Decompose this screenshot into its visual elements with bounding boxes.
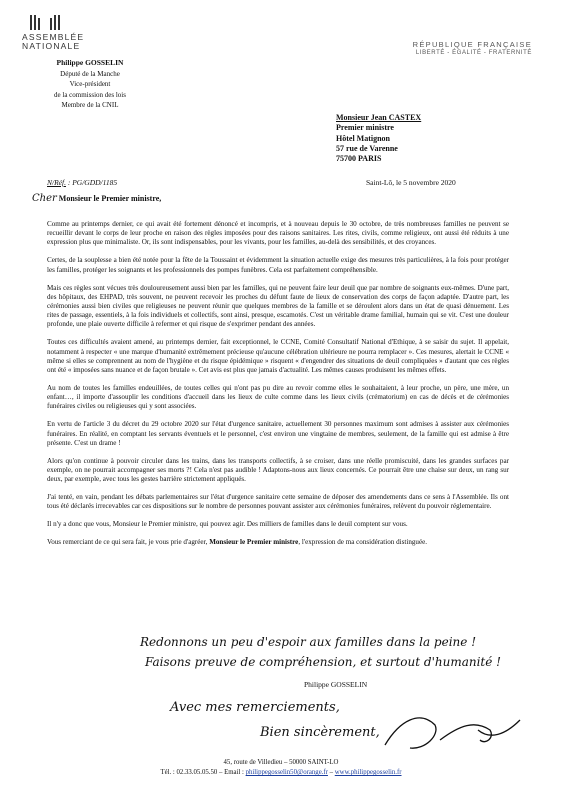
body-paragraph-4: Toutes ces difficultés avaient amené, au printemps dernier, fait exceptionnel, le CCNE, Comité Consultatif National d'Ethique, à se saisir du sujet. Il appelait, notamment à respecter « une marque d'humanité extrêmement précieuse qu'aucune célébration ultérieure ne pourra remplacer ». Ces mesures, alertait le CCNE « même si elles se comprennent au nom de l'hygiène et du risque épidémique » risquent « d'engendrer des situations de deuil compliquées » d'autant que ces règles ont été « imposées sans nuance et de façon brutale ». Cet avis est plus que jamais d'actualité. Les mêmes causes produisent les mêmes effets. [47, 338, 509, 375]
body-paragraph-5: Au nom de toutes les familles endeuillées, de toutes celles qui n'ont pas pu dire au revoir comme elles le souhaitaient, à leur proche, un père, une mère, un enfant…, il importe d'assouplir les conditions d'accueil dans les lieux de culte comme dans les lieux civils (crématorium) en cas de décès et de cérémonies funéraires civiles ou religieuses qui y sont associées. [47, 384, 509, 411]
body-paragraph-3: Mais ces règles sont vécues très douloureusement aussi bien par les familles, qui ne peuvent faire leur deuil que par nombre de soignants eux-mêmes. D'une part, des hôpitaux, des EHPAD, très souvent, ne peuvent recevoir les proches du défunt faute de lieux de conservation des corps de façon adaptée. D'autre part, les cérémonies aussi bien civiles que religieuses ne peuvent réunir que quelques membres de la famille et se déroulent alors dans un état de quasi dénuement. Les rites de passage, essentiels, à la fois individuels et collectifs, sont ainsi, presque, escamotés. C'est un véritable drame familial, humain qui se vit. C'est une douleur profonde, une plaie ouverte difficile à refermer et qui risque de s'exprimer pendant des années. [47, 283, 509, 329]
republic-motto: LIBERTÉ - ÉGALITÉ - FRATERNITÉ [415, 50, 532, 56]
reference-value: : PG/GDD/1185 [65, 178, 118, 187]
logo-line-2: NATIONALE [22, 41, 81, 51]
republic-header [413, 40, 532, 56]
recipient-street: 57 rue de Varenne [336, 143, 398, 153]
reference [47, 178, 117, 187]
closing-after: , l'expression de ma considération distinguée. [298, 538, 428, 547]
republic-name: RÉPUBLIQUE FRANÇAISE [412, 40, 532, 49]
cnil-membership: Membre de la CNIL [61, 101, 119, 109]
recipient-building: Hôtel Matignon [336, 133, 390, 143]
reference-label: N/Réf. [47, 178, 66, 187]
deputy-role: Député de la Manche [60, 69, 120, 78]
recipient-city: 75700 PARIS [336, 154, 382, 164]
body-paragraph-9: Il n'y a donc que vous, Monsieur le Premier ministre, qui pouvez agir. Des milliers de familles dans le deuil comptent sur vous. [47, 520, 408, 529]
recipient-title: Premier ministre [336, 123, 394, 133]
logo-emblem [30, 14, 112, 30]
recipient-address [336, 113, 421, 164]
closing-bold: Monsieur le Premier ministre [209, 538, 299, 547]
closing-formula [47, 538, 509, 547]
greeting-handwritten: Cher [32, 193, 57, 204]
footer-contact [0, 768, 562, 778]
deputy-name: Philippe GOSSELIN [56, 58, 124, 67]
closing-before: Vous remerciant de ce qui sera fait, je vous prie d'agréer, [47, 538, 210, 547]
vp-line-1: Vice-président [69, 80, 111, 88]
deputy-block [20, 58, 160, 111]
footer-address: 45, route de Villedieu – 50000 SAINT-LO [223, 759, 339, 766]
signer-name: Philippe GOSSELIN [304, 680, 368, 689]
handwritten-line-3: Avec mes remerciements, [170, 700, 340, 715]
letter-date: Saint-Lô, le 5 novembre 2020 [366, 178, 456, 187]
handwritten-line-2: Faisons preuve de compréhension, et surtout d'humanité ! [145, 655, 501, 669]
footer-separator: – [327, 769, 335, 776]
footer [0, 758, 562, 778]
body-paragraph-6: En vertu de l'article 3 du décret du 29 octobre 2020 sur l'état d'urgence sanitaire, actuellement 30 personnes maximum sont admises à assister aux cérémonies funéraires. En réalité, en comptant les servants éventuels et le personnel, c'est environ une vingtaine de membres, seulement, de la famille qui est admise à être présente. C'est un drame ! [47, 420, 509, 447]
greeting [32, 193, 161, 204]
footer-website-link[interactable]: www.philippegosselin.fr [334, 769, 402, 776]
assemblee-nationale-logo [22, 14, 112, 51]
body-paragraph-1: Comme au printemps dernier, ce qui avait été fortement dénoncé et incompris, et à nouveau depuis le 30 octobre, de très nombreuses familles ne peuvent se recueillir devant le corps de leur proche en raison des règles imposées pour des raisons sanitaires. Les rites, civils, comme religieux, ont aussi été réduits à une expression plus que minimaliste. Or, ils sont indispensables, pour les vivants, pour les familles, au-delà des sensibilités, et des croyances. [47, 220, 509, 247]
recipient-name: Monsieur Jean CASTEX [336, 113, 422, 122]
body-paragraph-8: J'ai tenté, en vain, pendant les débats parlementaires sur l'état d'urgence sanitaire cette semaine de déposer des amendements dans ce sens à l'Assemblée. Ils ont tous été déclarés irrecevables car ces dispositions sur le nombre de personnes pouvant assister aux cérémonies funéraires, relèvent du pouvoir réglementaire. [47, 493, 509, 511]
footer-phone: Tél. : 02.33.05.05.50 – Email : [160, 769, 246, 776]
body-paragraph-2: Certes, de la souplesse a bien été notée pour la fête de la Toussaint et évidemment la situation actuelle exige des mesures très particulières, à la fois pour protéger les familles, protéger les soignants et les professionnels des pompes funèbres. Cela est parfaitement compréhensible. [47, 256, 509, 274]
body-paragraph-7: Alors qu'on continue à pouvoir circuler dans les trains, dans les transports collectifs, à se croiser, dans une réelle promiscuité, dans les grandes surfaces par exemple, on ne pourrait accompagner ses morts ?! Cela n'est pas audible ! Adaptons-nous aux lieux concernés. Ce pourrait être une chaise sur deux, un rang sur deux, par exemple, avec tous les gestes barrière strictement appliqués. [47, 456, 509, 484]
letter-body [47, 220, 509, 556]
vp-line-2: de la commission des lois [54, 90, 126, 99]
logo-line-1: ASSEMBLÉE [22, 32, 85, 42]
handwritten-line-4: Bien sincèrement, [260, 725, 380, 740]
footer-email-link[interactable]: philippegosselin50@orange.fr [245, 769, 328, 776]
handwritten-line-1: Redonnons un peu d'espoir aux familles dans la peine ! [140, 635, 477, 649]
signature-graphic [380, 700, 530, 760]
salutation: Monsieur le Premier ministre, [58, 194, 162, 203]
